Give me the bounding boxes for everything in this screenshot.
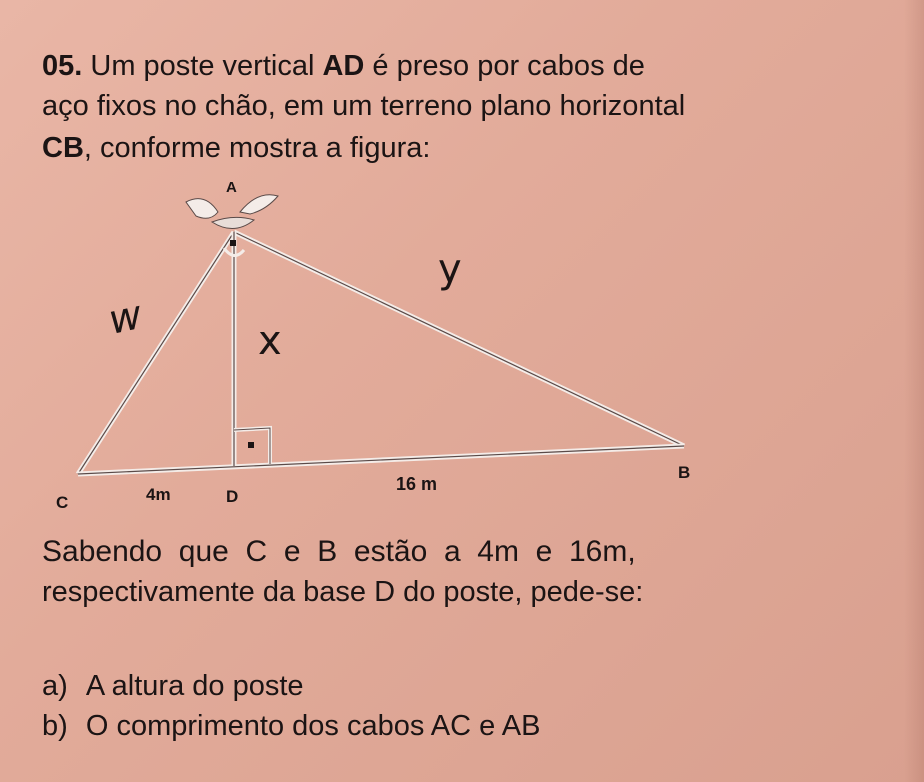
ground-CB-edge — [78, 446, 684, 474]
label-point-B: B — [678, 463, 691, 482]
problem-line-3-text: , conforme mostra a figura: — [83, 132, 431, 164]
statement-line-2: respectivamente da base D do poste, pede-se: — [42, 576, 644, 608]
right-angle-dot — [248, 442, 254, 448]
question-b-label: b) — [42, 710, 68, 742]
problem-line-2: aço fixos no chão, em um terreno plano horizontal — [42, 90, 686, 122]
question-a — [42, 672, 304, 701]
question-a-label: a) — [42, 670, 68, 702]
label-point-C: C — [56, 493, 69, 512]
statement-line-1: Sabendo que C e B estão a 4m e 16m, — [42, 535, 636, 568]
problem-line-1-end: é preso por cabos de — [372, 50, 645, 82]
page-edge-shadow — [904, 0, 924, 782]
handwritten-w: w — [104, 291, 147, 344]
pulley-icon — [186, 195, 278, 229]
pole-label-AD: AD — [322, 50, 365, 82]
ground-label-CB: CB — [42, 132, 84, 164]
label-point-A: A — [226, 179, 237, 196]
problem-line-1-text: Um poste vertical — [90, 50, 315, 82]
question-b-text: O comprimento dos cabos AC e AB — [85, 710, 541, 742]
label-point-D: D — [226, 487, 239, 506]
handwritten-y: y — [438, 246, 462, 292]
label-distance-CD: 4m — [146, 485, 171, 504]
question-b — [42, 712, 540, 741]
label-distance-DB: 16 m — [396, 474, 438, 494]
top-angle-dot — [230, 240, 236, 246]
handwritten-x: x — [258, 318, 282, 364]
question-a-text: A altura do poste — [85, 670, 304, 702]
problem-number: 05. — [42, 50, 83, 82]
cable-AC-edge — [78, 232, 234, 474]
